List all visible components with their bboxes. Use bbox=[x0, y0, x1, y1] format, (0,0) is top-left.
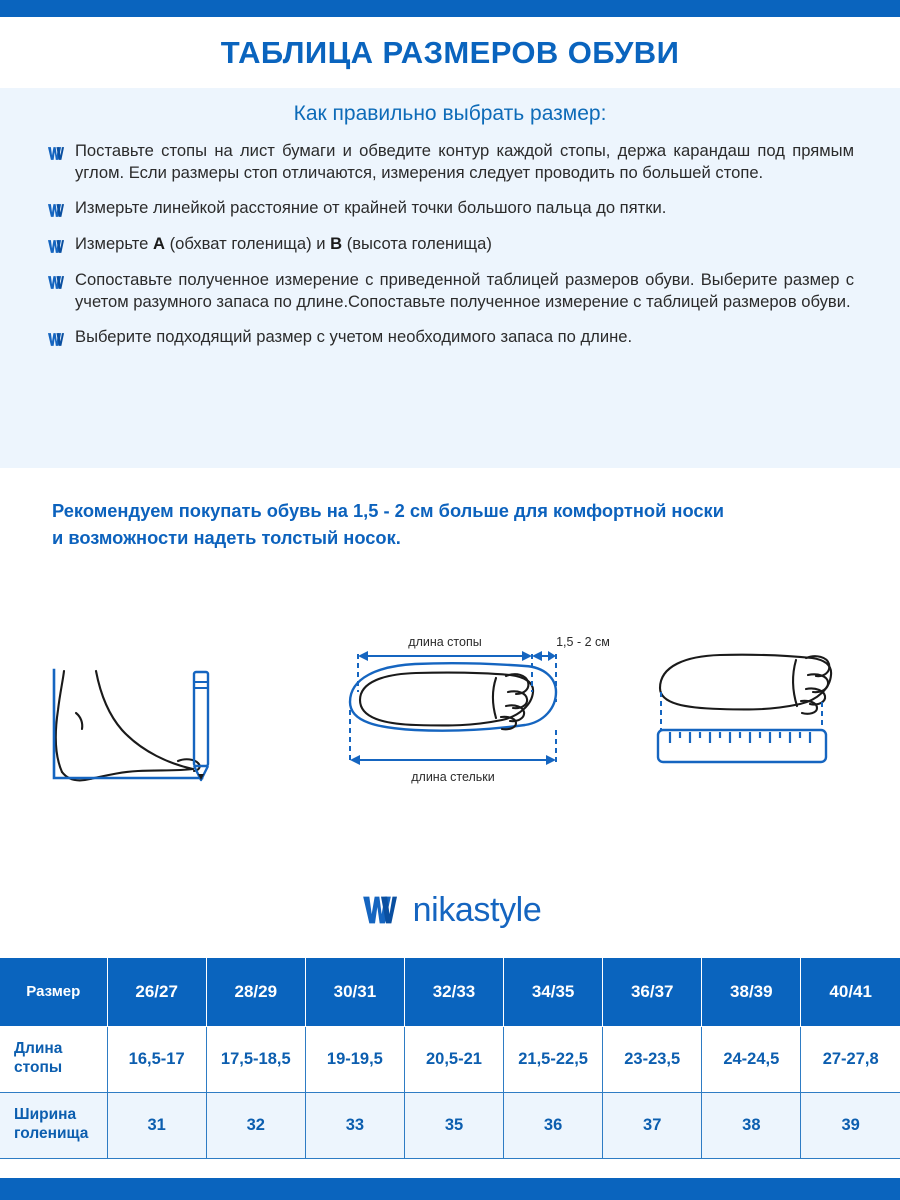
nikastyle-wave-icon bbox=[46, 144, 65, 163]
page-title: ТАБЛИЦА РАЗМЕРОВ ОБУВИ bbox=[220, 34, 680, 70]
table-header-cell: 30/31 bbox=[305, 958, 404, 1026]
nikastyle-wave-icon bbox=[46, 201, 65, 220]
nikastyle-wave-mark-icon bbox=[359, 890, 399, 930]
list-item bbox=[46, 326, 854, 349]
table-header-label: Размер bbox=[0, 958, 107, 1026]
list-item-text: Поставьте стопы на лист бумаги и обведите контур каждой стопы, держа карандаш под прямым углом. Если размеры стоп отличаются, измерения следует проводить по большей стопе. bbox=[75, 141, 854, 183]
list-item bbox=[46, 197, 854, 220]
table-cell: 31 bbox=[107, 1092, 206, 1158]
list-item bbox=[46, 233, 854, 256]
table-header-cell: 32/33 bbox=[404, 958, 503, 1026]
table-cell: 20,5-21 bbox=[404, 1026, 503, 1092]
list-item bbox=[46, 140, 854, 184]
row-label-line-1: Длина bbox=[14, 1040, 63, 1058]
label-foot-length: длина стопы bbox=[408, 635, 482, 649]
table-header-cell: 38/39 bbox=[702, 958, 801, 1026]
table-header-row bbox=[0, 958, 900, 1026]
table-cell: 27-27,8 bbox=[801, 1026, 900, 1092]
list-item-text: Измерьте линейкой расстояние от крайней точки большого пальца до пятки. bbox=[75, 198, 667, 218]
table-cell: 33 bbox=[305, 1092, 404, 1158]
table-row bbox=[0, 1026, 900, 1092]
instructions-heading: Как правильно выбрать размер: bbox=[293, 102, 607, 125]
nikastyle-wave-icon bbox=[46, 330, 65, 349]
title-band bbox=[0, 17, 900, 88]
table-header-cell: 28/29 bbox=[206, 958, 305, 1026]
bottom-accent-bar bbox=[0, 1178, 900, 1200]
row-label-line-2: стопы bbox=[14, 1059, 63, 1076]
pencil-icon bbox=[194, 672, 208, 780]
recommendation-line-1: Рекомендуем покупать обувь на 1,5 - 2 см больше для комфортной носки bbox=[52, 500, 724, 521]
label-extra-gap: 1,5 - 2 см bbox=[556, 635, 610, 649]
table-cell: 35 bbox=[404, 1092, 503, 1158]
table-header-cell: 36/37 bbox=[603, 958, 702, 1026]
brand-name: nikastyle bbox=[412, 890, 542, 929]
table-row-label bbox=[0, 1026, 107, 1092]
table-cell: 37 bbox=[603, 1092, 702, 1158]
table-cell: 24-24,5 bbox=[702, 1026, 801, 1092]
size-table bbox=[0, 958, 900, 1159]
table-cell: 17,5-18,5 bbox=[206, 1026, 305, 1092]
table-cell: 36 bbox=[504, 1092, 603, 1158]
table-cell: 39 bbox=[801, 1092, 900, 1158]
nikastyle-wave-icon bbox=[46, 237, 65, 256]
table-header-cell: 40/41 bbox=[801, 958, 900, 1026]
table-cell: 23-23,5 bbox=[603, 1026, 702, 1092]
footprint-ruler-illustration bbox=[640, 630, 870, 805]
row-label-line-2: голенища bbox=[14, 1125, 89, 1142]
foot-side-profile-illustration bbox=[30, 630, 260, 805]
table-row-label bbox=[0, 1092, 107, 1158]
footprint-insole-illustration bbox=[320, 630, 640, 805]
list-item-text: Сопоставьте полученное измерение с приведенной таблицей размеров обуви. Выберите размер с учетом разумного запаса по длине.Сопоставьте полученное измерение с таблицей размеров обуви. bbox=[75, 270, 854, 312]
table-cell: 16,5-17 bbox=[107, 1026, 206, 1092]
table-header-cell: 26/27 bbox=[107, 958, 206, 1026]
row-label-line-1: Ширина bbox=[14, 1106, 77, 1124]
table-row bbox=[0, 1092, 900, 1158]
table-cell: 21,5-22,5 bbox=[504, 1026, 603, 1092]
instructions-panel bbox=[0, 88, 900, 468]
table-cell: 32 bbox=[206, 1092, 305, 1158]
list-item bbox=[46, 269, 854, 313]
list-item-text: Выберите подходящий размер с учетом необходимого запаса по длине. bbox=[75, 327, 633, 347]
illustrations-row bbox=[0, 630, 900, 810]
table-cell: 38 bbox=[702, 1092, 801, 1158]
recommendation-line-2: и возможности надеть толстый носок. bbox=[52, 526, 401, 548]
table-cell: 19-19,5 bbox=[305, 1026, 404, 1092]
table-header-cell: 34/35 bbox=[504, 958, 603, 1026]
ruler-icon bbox=[658, 730, 826, 762]
label-insole-length: длина стельки bbox=[411, 770, 495, 784]
recommendation-note bbox=[52, 498, 852, 551]
list-item-text: Измерьте А (обхват голенища) и В (высота голенища) bbox=[75, 234, 492, 254]
top-accent-bar bbox=[0, 0, 900, 17]
nikastyle-wave-icon bbox=[46, 273, 65, 292]
brand-logo bbox=[0, 880, 900, 940]
